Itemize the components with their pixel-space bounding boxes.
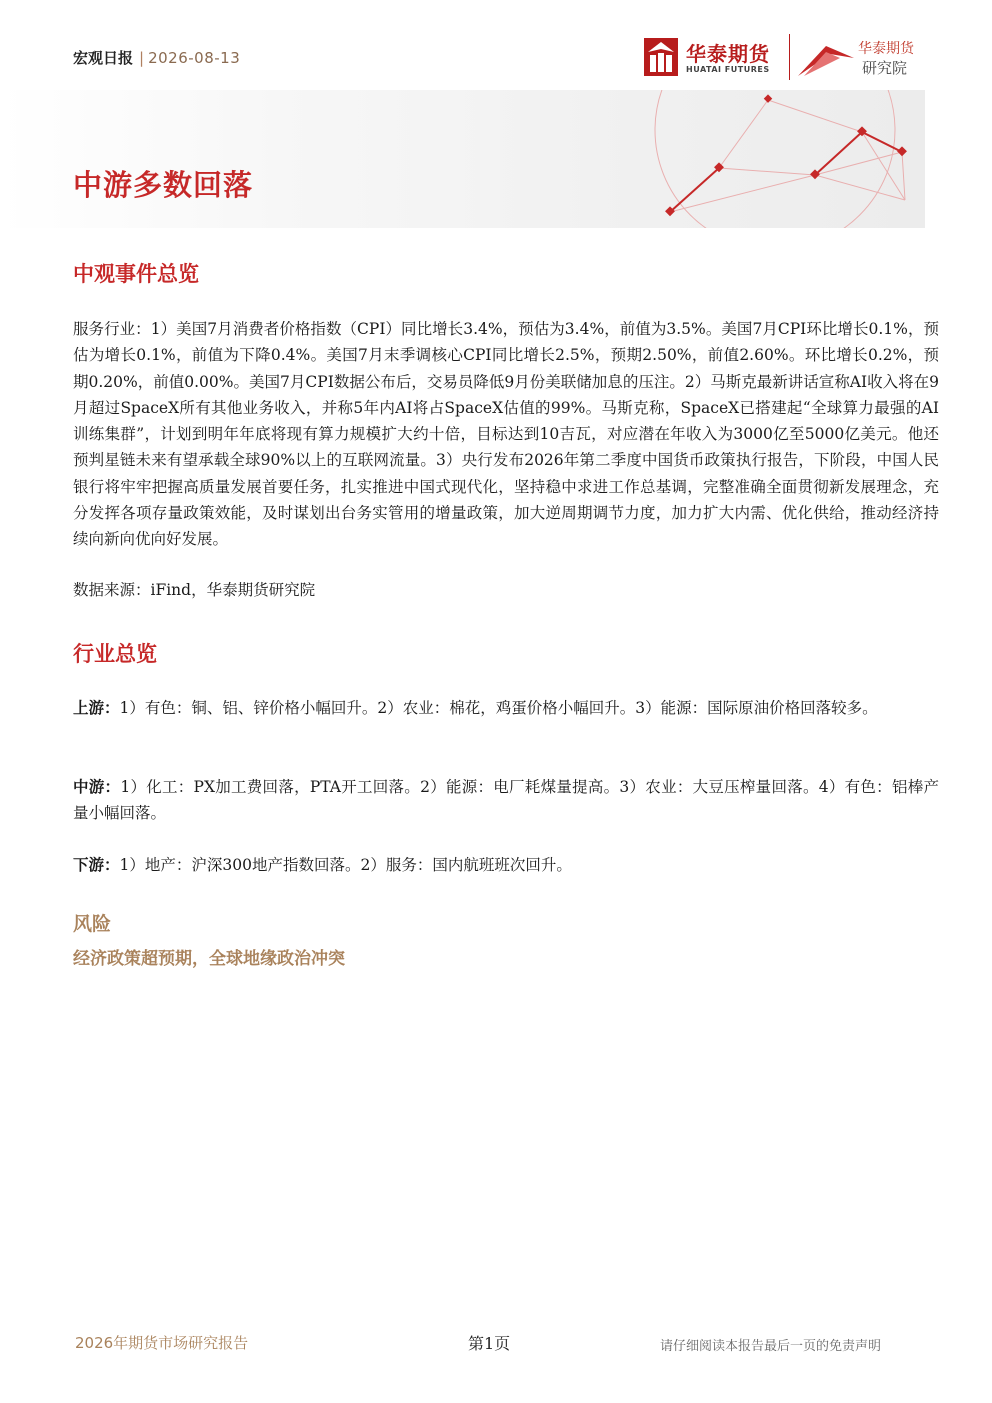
research-line2: 研究院 <box>862 59 908 77</box>
logo-divider <box>789 34 790 80</box>
section-heading-industry: 行业总览 <box>73 642 157 666</box>
research-line1: 华泰期货 <box>858 41 914 57</box>
footer-disclaimer-note: 请仔细阅读本报告最后一页的免责声明 <box>660 1339 882 1354</box>
upstream-paragraph <box>73 695 939 721</box>
doc-type: 宏观日报 <box>73 49 134 67</box>
midstream-paragraph <box>73 774 939 827</box>
page-title: 中游多数回落 <box>73 168 254 202</box>
footer-page-number: 第1页 <box>468 1334 511 1353</box>
midstream-text: 1）化工：PX加工费回落，PTA开工回落。2）能源：电厂耗煤量提高。3）农业：大豆压榨量回落。4）有色：铝棒产量小幅回落。 <box>73 778 939 823</box>
huatai-futures-logo <box>644 38 784 78</box>
huatai-logo-icon <box>644 38 678 76</box>
events-paragraph: 服务行业：1）美国7月消费者价格指数（CPI）同比增长3.4%，预估为3.4%，前值为3.5%。美国7月CPI环比增长0.1%，预估为增长0.1%，前值为下降0.4%。美国7月末季调核心CPI同比增长2.5%，预期2.50%，前值2.60%。环比增长0.2%，预期0.20%，前值0.00%。美国7月CPI数据公布后，交易员降低9月份美联储加息的压注。2）马斯克最新讲话宣称AI收入将在9月超过SpaceX所有其他业务收入，并称5年内AI将占SpaceX估值的99%。马斯克称，SpaceX已搭建起“全球算力最强的AI训练集群”，计划到明年年底将现有算力规模扩大约十倍，目标达到10吉瓦，对应潜在年收入为3000亿至5000亿美元。他还预判星链未来有望承载全球90%以上的互联网流量。3）央行发布2026年第二季度中国货币政策执行报告，下阶段，中国人民银行将牢牢把握高质量发展首要任务，扎实推进中国式现代化，坚持稳中求进工作总基调，完整准确全面贯彻新发展理念，充分发挥各项存量政策效能，及时谋划出台务实管用的增量政策，加大逆周期调节力度，加力扩大内需、优化供给，推动经济持续向新向优向好发展。 <box>73 320 939 549</box>
research-institute-logo <box>796 36 926 80</box>
upstream-label: 上游： <box>73 699 120 717</box>
report-header <box>73 47 240 68</box>
footer-report-name: 2026年期货市场研究报告 <box>75 1334 249 1352</box>
risk-title: 风险 <box>73 913 112 935</box>
research-swoosh-icon <box>796 36 858 78</box>
section-heading-events: 中观事件总览 <box>73 262 199 286</box>
downstream-text: 1）地产：沪深300地产指数回落。2）服务：国内航班班次回升。 <box>119 856 572 874</box>
title-banner <box>0 90 925 228</box>
data-source: 数据来源：iFind，华泰期货研究院 <box>73 581 316 599</box>
logo-cn-text: 华泰期货 <box>686 42 770 66</box>
downstream-paragraph <box>73 852 939 878</box>
network-decoration-icon <box>600 90 925 228</box>
downstream-label: 下游： <box>73 856 120 874</box>
doc-date: 2026-08-13 <box>148 49 241 67</box>
midstream-label: 中游： <box>73 778 121 796</box>
logo-en-text: HUATAI FUTURES <box>686 65 770 74</box>
header-separator: | <box>139 49 145 67</box>
upstream-text: 1）有色：铜、铝、锌价格小幅回升。2）农业：棉花，鸡蛋价格小幅回升。3）能源：国际原油价格回落较多。 <box>119 699 878 717</box>
risk-text: 经济政策超预期，全球地缘政治冲突 <box>73 949 345 969</box>
